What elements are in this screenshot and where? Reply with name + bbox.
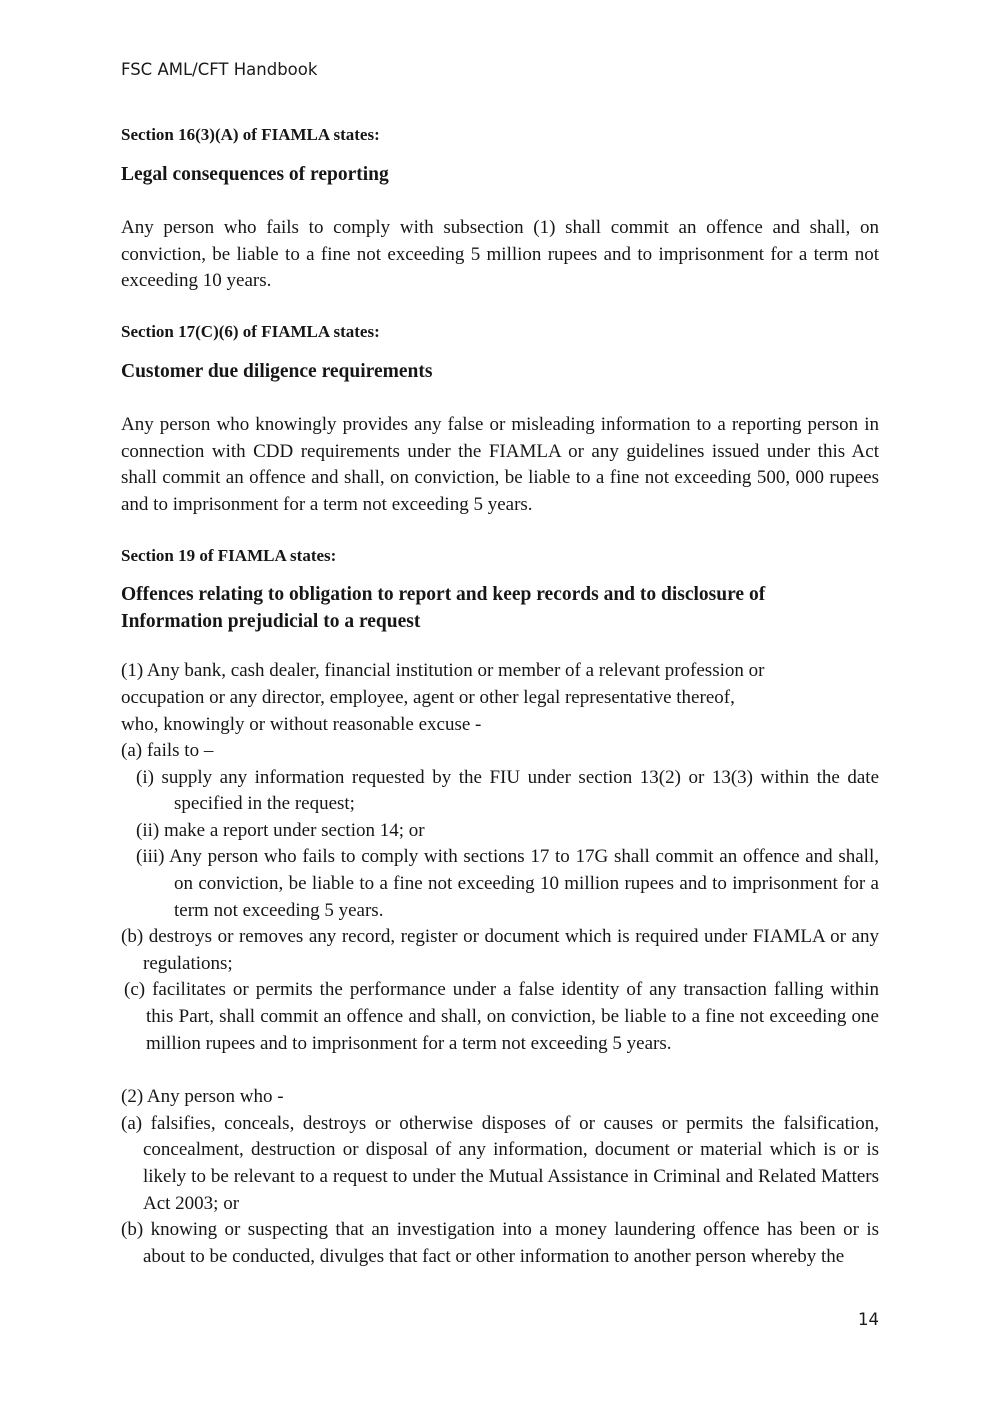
section-heading bbox=[121, 582, 879, 635]
subclause-item: (i) supply any information requested by the FIU under section 13(2) or 13(3) within the date specified in the request; bbox=[136, 766, 879, 815]
section-reference: Section 17(C)(6) of FIAMLA states: bbox=[121, 321, 380, 341]
section-heading-line: Offences relating to obligation to report and keep records and to disclosure of bbox=[121, 584, 766, 606]
clause-item: (b) destroys or removes any record, register or document which is required under FIAMLA or any regulations; bbox=[121, 926, 879, 974]
clause-line: who, knowingly or without reasonable excuse - bbox=[121, 713, 482, 735]
clause-item: (a) falsifies, conceals, destroys or otherwise disposes of or causes or permits the falsification, concealment, destruction or disposal of any information, document or material which is or is likely to be relevant to a request to under the Mutual Assistance in Criminal and Related Matters Act 2003; or bbox=[121, 1112, 879, 1214]
clause-item: (c) facilitates or permits the performance under a false identity of any transaction falling within this Part, shall commit an offence and shall, on conviction, be liable to a fine not exceeding one million rupees and to imprisonment for a term not exceeding 5 years. bbox=[124, 979, 879, 1054]
clause-item: (a) fails to – bbox=[121, 740, 214, 762]
body-paragraph: Any person who knowingly provides any false or misleading information to a reporting person in connection with CDD requirements under the FIAMLA or any guidelines issued under this Act shall commit an offence and shall, on conviction, be liable to a fine not exceeding 500, 000 rupees and to imprisonment for a term not exceeding 5 years. bbox=[121, 414, 879, 515]
section-heading: Legal consequences of reporting bbox=[121, 163, 389, 185]
clause-line: occupation or any director, employee, agent or other legal representative thereof, bbox=[121, 686, 735, 708]
subclause-item: (ii) make a report under section 14; or bbox=[136, 819, 425, 841]
clause-item: (b) knowing or suspecting that an investigation into a money laundering offence has been or is about to be conducted, divulges that fact or other information to another person whereby the bbox=[121, 1219, 879, 1267]
section-heading-line: Information prejudicial to a request bbox=[121, 610, 421, 632]
clause-line: (2) Any person who - bbox=[121, 1086, 284, 1108]
document-body bbox=[121, 122, 879, 1270]
running-header: FSC AML/CFT Handbook bbox=[121, 60, 318, 79]
section-reference: Section 16(3)(A) of FIAMLA states: bbox=[121, 125, 380, 144]
section-heading: Customer due diligence requirements bbox=[121, 360, 433, 382]
body-paragraph: Any person who fails to comply with subsection (1) shall commit an offence and shall, on conviction, be liable to a fine not exceeding 5 million rupees and to imprisonment for a term not exceeding 10 years. bbox=[121, 217, 879, 292]
clause-line: (1) Any bank, cash dealer, financial institution or member of a relevant profession or bbox=[121, 660, 765, 682]
subclause-item: (iii) Any person who fails to comply with sections 17 to 17G shall commit an offence and shall, on conviction, be liable to a fine not exceeding 10 million rupees and to imprisonment for a term not exceeding 5 years. bbox=[136, 846, 879, 921]
page-number: 14 bbox=[858, 1310, 879, 1329]
section-reference: Section 19 of FIAMLA states: bbox=[121, 545, 337, 565]
